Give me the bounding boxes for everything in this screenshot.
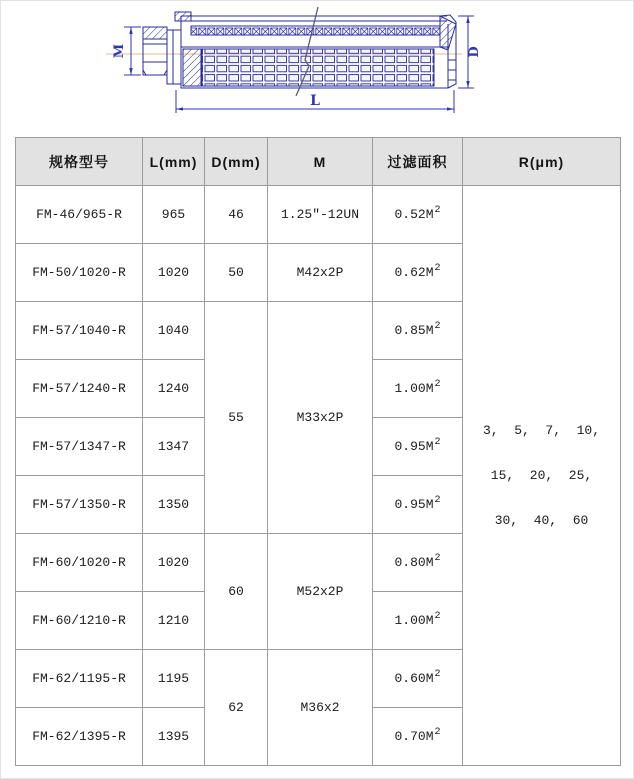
threaded-fitting <box>143 27 181 84</box>
col-header-diameter: D(mm) <box>205 138 268 186</box>
filter-drawing-svg <box>0 0 634 135</box>
micron-cell: 3, 5, 7, 10, 15, 20, 25, 30, 40, 60 <box>463 186 621 766</box>
length-cell: 1210 <box>143 592 205 650</box>
model-cell: FM-50/1020-R <box>16 244 143 302</box>
diameter-cell: 62 <box>205 650 268 766</box>
length-cell: 965 <box>143 186 205 244</box>
area-cell: $0.60M^2$ <box>373 650 463 708</box>
thread-cell: 1.25″-12UN <box>268 186 373 244</box>
thread-cell: M33x2P <box>268 302 373 534</box>
model-cell: FM-60/1020-R <box>16 534 143 592</box>
length-cell: 1020 <box>143 534 205 592</box>
dim-m-label: M <box>112 43 127 59</box>
left-end-cap <box>175 12 191 30</box>
diameter-cell: 60 <box>205 534 268 650</box>
thread-cell: M36x2 <box>268 650 373 766</box>
model-cell: FM-46/965-R <box>16 186 143 244</box>
thread-cell: M42x2P <box>268 244 373 302</box>
thread-cell: M52x2P <box>268 534 373 650</box>
dim-l-label: L <box>310 93 320 109</box>
length-cell: 1040 <box>143 302 205 360</box>
spec-table <box>15 137 621 766</box>
col-header-area: 过滤面积 <box>373 138 463 186</box>
dim-d-label: D <box>467 46 482 58</box>
area-cell: $0.62M^2$ <box>373 244 463 302</box>
table-row <box>16 186 621 244</box>
header-row <box>16 138 621 186</box>
model-cell: FM-57/1040-R <box>16 302 143 360</box>
model-cell: FM-57/1240-R <box>16 360 143 418</box>
area-cell: $0.95M^2$ <box>373 476 463 534</box>
area-cell: $0.80M^2$ <box>373 534 463 592</box>
area-cell: $0.52M^2$ <box>373 186 463 244</box>
col-header-model: 规格型号 <box>16 138 143 186</box>
length-cell: 1020 <box>143 244 205 302</box>
length-cell: 1240 <box>143 360 205 418</box>
model-cell: FM-60/1210-R <box>16 592 143 650</box>
area-cell: $1.00M^2$ <box>373 592 463 650</box>
col-header-length: L(mm) <box>143 138 205 186</box>
mesh-body <box>181 47 448 88</box>
col-header-micron: R(μm) <box>463 138 621 186</box>
diameter-cell: 46 <box>205 186 268 244</box>
length-cell: 1195 <box>143 650 205 708</box>
area-cell: $0.70M^2$ <box>373 708 463 766</box>
area-cell: $1.00M^2$ <box>373 360 463 418</box>
area-cell: $0.85M^2$ <box>373 302 463 360</box>
right-end-cap <box>440 15 456 88</box>
filter-element-drawing <box>0 0 634 135</box>
area-cell: $0.95M^2$ <box>373 418 463 476</box>
length-cell: 1350 <box>143 476 205 534</box>
model-cell: FM-62/1195-R <box>16 650 143 708</box>
diameter-cell: 55 <box>205 302 268 534</box>
model-cell: FM-62/1395-R <box>16 708 143 766</box>
diameter-cell: 50 <box>205 244 268 302</box>
length-cell: 1347 <box>143 418 205 476</box>
model-cell: FM-57/1350-R <box>16 476 143 534</box>
length-cell: 1395 <box>143 708 205 766</box>
col-header-thread: M <box>268 138 373 186</box>
model-cell: FM-57/1347-R <box>16 418 143 476</box>
